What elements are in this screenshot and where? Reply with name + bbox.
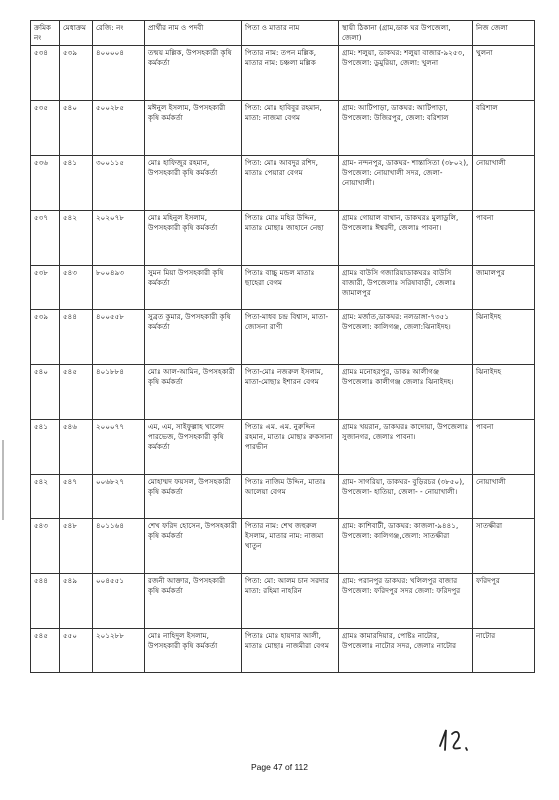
address-cell: গ্রাম- সাগরিয়া, ডাকঘর- বুড়িরচর (৩৮৫০), উপজেলা- হাতিয়া, জেলা- - নোয়াখালী। — [339, 475, 473, 519]
table-row — [31, 266, 535, 310]
parents-cell: পিতাঃ মোঃ হায়দার আলী, মাতাঃ মোছাঃ নাজমীরা বেগম — [242, 629, 339, 673]
header-address: স্থায়ী ঠিকানা (গ্রাম,ডাক ঘর উপজেলা, জেলা) — [339, 21, 473, 46]
parents-cell: পিতা-মাধব চন্দ্র বিশ্বাস, মাতা-জোসনা রাণী — [242, 310, 339, 365]
table-row — [31, 574, 535, 629]
address-cell: গ্রামঃ কামারদিয়ার, পোষ্টঃ নাটোর, উপজেলাঃ নাটোর সদর, জেলাঃ নাটোর — [339, 629, 473, 673]
serial-cell: ৫৩৮ — [31, 266, 60, 310]
reg-no-cell: ০০৪৫৫১ — [93, 574, 145, 629]
address-cell: গ্রাম: মর্জাত,ডাকঘর: নলডাঙ্গা-৭৩৫১ উপজেলা: কালিগঞ্জ, জেলা:ঝিনাইদহ। — [339, 310, 473, 365]
binding-mark — [2, 440, 4, 520]
table-row — [31, 156, 535, 211]
table-row — [31, 420, 535, 475]
district-cell: জামালপুর — [473, 266, 535, 310]
merit-cell: ৫৫০ — [60, 629, 93, 673]
name-cell: সুব্রত কুমার, উপসহকারী কৃষি কর্মকর্তা — [145, 310, 242, 365]
district-cell: ঝিনাইদহ — [473, 365, 535, 420]
address-cell: গ্রাম: পরানপুর ডাকঘর: খলিলপুর বাজার উপজেলা: ফরিদপুর সদর জেলা: ফরিদপুর — [339, 574, 473, 629]
district-cell: ফরিদপুর — [473, 574, 535, 629]
reg-no-cell: ২০২০৭৮ — [93, 211, 145, 266]
merit-cell: ৫৪৫ — [60, 365, 93, 420]
district-cell: নোয়াখালী — [473, 475, 535, 519]
serial-cell: ৫৩৬ — [31, 156, 60, 211]
serial-cell: ৫৪৪ — [31, 574, 60, 629]
serial-cell: ৫৩৯ — [31, 310, 60, 365]
table-row — [31, 365, 535, 420]
serial-cell: ৫৪২ — [31, 475, 60, 519]
table-row — [31, 475, 535, 519]
merit-cell: ৫৪২ — [60, 211, 93, 266]
serial-cell: ৫৪৩ — [31, 519, 60, 574]
serial-cell: ৫৩৭ — [31, 211, 60, 266]
district-cell: নাটোর — [473, 629, 535, 673]
name-cell: মোঃ মহিনুল ইসলাম, উপসহকারী কৃষি কর্মকর্তা — [145, 211, 242, 266]
table-row — [31, 310, 535, 365]
table-row — [31, 211, 535, 266]
reg-no-cell: ৩০০১১৫ — [93, 156, 145, 211]
district-cell: সাতক্ষীরা — [473, 519, 535, 574]
merit-cell: ৫৪০ — [60, 101, 93, 156]
name-cell: মোহাম্মদ ফয়সল, উপসহকারী কৃষি কর্মকর্তা — [145, 475, 242, 519]
header-serial: ক্রমিক নং — [31, 21, 60, 46]
serial-cell: ৫৩৫ — [31, 101, 60, 156]
table-row — [31, 46, 535, 101]
reg-no-cell: ৫০০২৮৫ — [93, 101, 145, 156]
merit-cell: ৫৪৮ — [60, 519, 93, 574]
name-cell: মঈনুল ইসলাম, উপসহকারী কৃষি কর্মকর্তা — [145, 101, 242, 156]
reg-no-cell: ২০১২৮৮ — [93, 629, 145, 673]
serial-cell: ৫৪৫ — [31, 629, 60, 673]
reg-no-cell: ৪০০০০৪ — [93, 46, 145, 101]
parents-cell: পিতা: মোঃ আবদুর রশিদ, মাতাঃ পেয়ারা বেগম — [242, 156, 339, 211]
serial-cell: ৫৩৪ — [31, 46, 60, 101]
address-cell: গ্রাম: শলুয়া, ডাকঘর: শলুয়া বাজার-৯২৫৩, উপজেলা: ডুমুরিয়া, জেলা: খুলনা — [339, 46, 473, 101]
district-cell: বরিশাল — [473, 101, 535, 156]
parents-cell: পিতার নাম: শেখ জহুরুল ইসলাম, মাতার নাম: নাজমা খাতুন — [242, 519, 339, 574]
name-cell: মোঃ হাফিজুর রহমান, উপসহকারী কৃষি কর্মকর্তা — [145, 156, 242, 211]
reg-no-cell: ৪০০৫৫৮ — [93, 310, 145, 365]
district-cell: খুলনা — [473, 46, 535, 101]
address-cell: গ্রামঃ বাউসি গজারিয়াডাকঘরঃ বাউসি বাজারী, উপজেলাঃ সরিষাবাড়ী, জেলাঃ জামালপুর — [339, 266, 473, 310]
address-cell: গ্রামঃ মনোহরপুর, ডাকঃ আলীগঞ্জ উপজেলাঃ কালীগঞ্জ জেলাঃ ঝিনাইদহ। — [339, 365, 473, 420]
name-cell: মোঃ নাহিদুল ইসলাম, উপসহকারী কৃষি কর্মকর্তা — [145, 629, 242, 673]
name-cell: মোঃ আল-আমিন, উপসহকারী কৃষি কর্মকর্তা — [145, 365, 242, 420]
candidate-table — [30, 20, 535, 673]
merit-cell: ৫৪৩ — [60, 266, 93, 310]
parents-cell: পিতাঃ মোঃ মহির উদ্দিন, মাতাঃ মোছাঃ জাহানে নেছা — [242, 211, 339, 266]
parents-cell: পিতাঃ এম. এম. নুরুদ্দিন রহমান, মাতাঃ মোছাঃ রুকসানা পারভীন — [242, 420, 339, 475]
name-cell: রজনী আক্তার, উপসহকারী কৃষি কর্মকর্তা — [145, 574, 242, 629]
district-cell: পাবনা — [473, 211, 535, 266]
table-row — [31, 519, 535, 574]
reg-no-cell: ৮০০৪৯৩ — [93, 266, 145, 310]
merit-cell: ৫৪৯ — [60, 574, 93, 629]
table-header-row — [31, 21, 535, 46]
header-parents: পিতা ও মাতার নাম — [242, 21, 339, 46]
reg-no-cell: ৪০১৮৮৪ — [93, 365, 145, 420]
parents-cell: পিতা-মোঃ নজরুল ইসলাম, মাতা-মোছাঃ ইশারন বেগম — [242, 365, 339, 420]
parents-cell: পিতাঃ বাচ্চু মন্ডল মাতাঃ ছাহেরা বেগম — [242, 266, 339, 310]
district-cell: ঝিনাইদহ — [473, 310, 535, 365]
address-cell: গ্রাম: কাশিবাটী, ডাকঘর: কাজলা-৯৪৪১, উপজেলা: কালিগঞ্জ,জেলা: সাতক্ষীরা — [339, 519, 473, 574]
table-row — [31, 101, 535, 156]
header-name-designation: প্রার্থীর নাম ও পদবী — [145, 21, 242, 46]
header-district: নিজ জেলা — [473, 21, 535, 46]
district-cell: পাবনা — [473, 420, 535, 475]
parents-cell: পিতা: মোঃ হাবিবুর রহমান, মাতা: নাজমা বেগম — [242, 101, 339, 156]
merit-cell: ৫৩৯ — [60, 46, 93, 101]
page-number: Page 47 of 112 — [250, 762, 309, 772]
merit-cell: ৫৪৬ — [60, 420, 93, 475]
header-reg-no: রেজি: নং — [93, 21, 145, 46]
parents-cell: পিতার নাম: তপন মল্লিক, মাতার নাম: চঞ্চলা মল্লিক — [242, 46, 339, 101]
signature — [436, 726, 486, 758]
name-cell: এম, এম, সাইফুল্লাহ খালেদ পারভেজ, উপসহকারী কৃষি কর্মকর্তা — [145, 420, 242, 475]
table-row — [31, 629, 535, 673]
address-cell: গ্রাম: আটিপাড়া, ডাকঘর: আটিপাড়া, উপজেলা: উজিরপুর, জেলা: বরিশাল — [339, 101, 473, 156]
merit-cell: ৫৪১ — [60, 156, 93, 211]
serial-cell: ৫৪১ — [31, 420, 60, 475]
district-cell: নোয়াখালী — [473, 156, 535, 211]
parents-cell: পিতা: মো: আলম চান সরদার মাতা: রহিমা নাহরিন — [242, 574, 339, 629]
name-cell: শেখ ফরিদ হোসেন, উপসহকারী কৃষি কর্মকর্তা — [145, 519, 242, 574]
address-cell: গ্রাম- নন্দনপুর, ডাকঘর- শান্তাসিতা (৩৮০২), উপজেলা: নোয়াখালী সদর, জেলা- নোয়াখালী। — [339, 156, 473, 211]
parents-cell: পিতাঃ নাজিম উদ্দিন, মাতাঃ আলেয়া বেগম — [242, 475, 339, 519]
table-body — [31, 46, 535, 673]
serial-cell: ৫৪০ — [31, 365, 60, 420]
reg-no-cell: ০০৬৮২৭ — [93, 475, 145, 519]
name-cell: সুমন মিয়া উপসহকারী কৃষি কর্মকর্তা — [145, 266, 242, 310]
merit-cell: ৫৪৪ — [60, 310, 93, 365]
address-cell: গ্রামঃ গোয়াল বাথান, ডাকঘরঃ মুলাডুলি, উপজেলাঃ ঈশ্বরদী, জেলাঃ পাবনা। — [339, 211, 473, 266]
name-cell: তন্ময় মল্লিক, উপসহকারী কৃষি কর্মকর্তা — [145, 46, 242, 101]
reg-no-cell: ২০০০৭৭ — [93, 420, 145, 475]
header-merit: মেধাক্রম — [60, 21, 93, 46]
merit-cell: ৫৪৭ — [60, 475, 93, 519]
address-cell: গ্রামঃ খয়রান, ডাকঘরঃ কাদোয়া, উপজেলাঃ সুজানগর, জেলাঃ পাবনা। — [339, 420, 473, 475]
reg-no-cell: ৪০১১৬৪ — [93, 519, 145, 574]
